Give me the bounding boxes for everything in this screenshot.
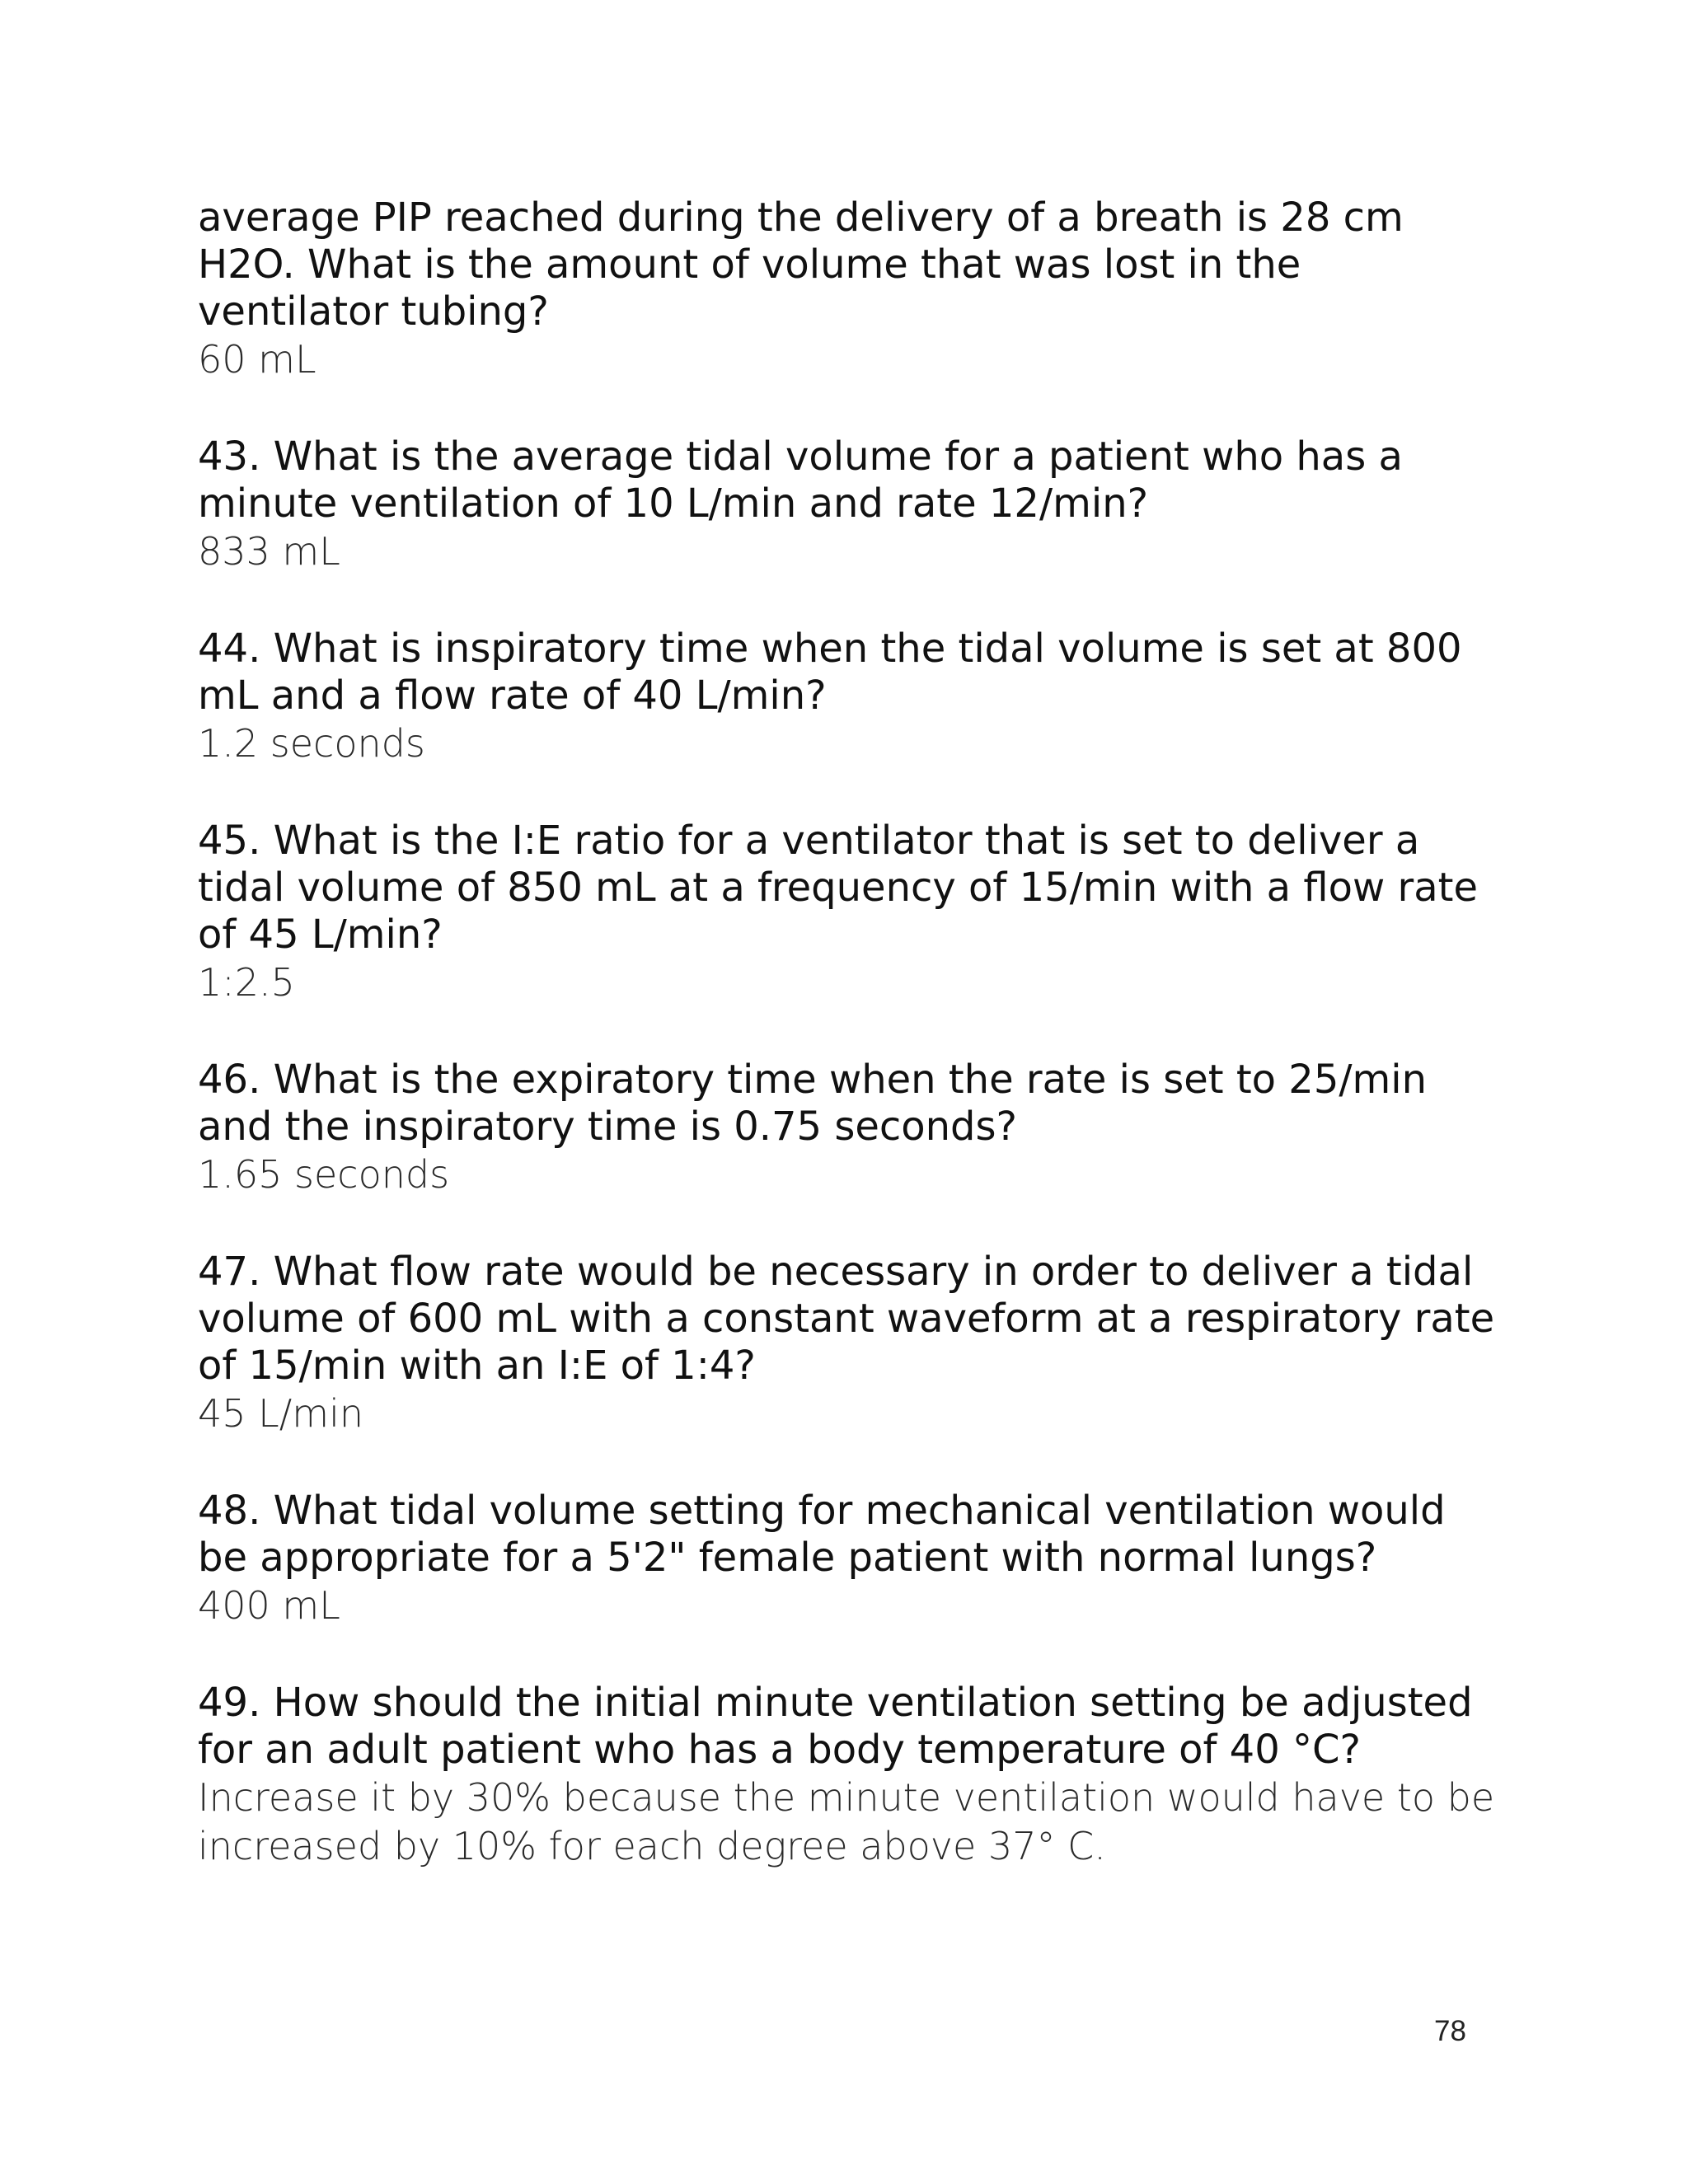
qa-item-46 [198, 1057, 1500, 1199]
page-number: 78 [1434, 2015, 1466, 2047]
answer-text: 45 L/min [198, 1391, 364, 1436]
answer-text: 833 mL [198, 529, 340, 574]
answer-text: Increase it by 30% because the minute ventilation would have to be increased by 10% for each degree above 37° C. [198, 1775, 1495, 1868]
question-text: 44. What is inspiratory time when the tidal volume is set at 800 mL and a flow rate of 40 L/min? [198, 626, 1462, 719]
answer-text: 60 mL [198, 337, 316, 382]
qa-item-47 [198, 1249, 1500, 1438]
answer-text: 400 mL [198, 1583, 340, 1628]
question-text: 49. How should the initial minute ventilation setting be adjusted for an adult patient who has a body temperature of 40 °C? [198, 1680, 1473, 1773]
qa-item-49 [198, 1680, 1500, 1871]
qa-item-42 [198, 194, 1500, 384]
qa-item-48 [198, 1488, 1500, 1630]
question-text: 48. What tidal volume setting for mechanical ventilation would be appropriate for a 5'2" female patient with normal lungs? [198, 1488, 1446, 1581]
answer-text: 1:2.5 [198, 960, 295, 1005]
question-text: 47. What flow rate would be necessary in order to deliver a tidal volume of 600 mL with a constant waveform at a respiratory rate of 15/min with an I:E of 1:4? [198, 1249, 1495, 1389]
question-text: 45. What is the I:E ratio for a ventilator that is set to deliver a tidal volume of 850 mL at a frequency of 15/min with a flow rate of 45 L/min? [198, 818, 1478, 958]
document-body [198, 194, 1500, 1920]
question-text: average PIP reached during the delivery of a breath is 28 cm H2O. What is the amount of volume that was lost in the ventilator tubing? [198, 194, 1404, 335]
answer-text: 1.2 seconds [198, 721, 425, 766]
question-text: 43. What is the average tidal volume for a patient who has a minute ventilation of 10 L/min and rate 12/min? [198, 434, 1403, 527]
question-text: 46. What is the expiratory time when the rate is set to 25/min and the inspiratory time is 0.75 seconds? [198, 1057, 1428, 1150]
qa-item-44 [198, 626, 1500, 768]
qa-item-45 [198, 818, 1500, 1007]
qa-item-43 [198, 434, 1500, 576]
answer-text: 1.65 seconds [198, 1152, 450, 1197]
